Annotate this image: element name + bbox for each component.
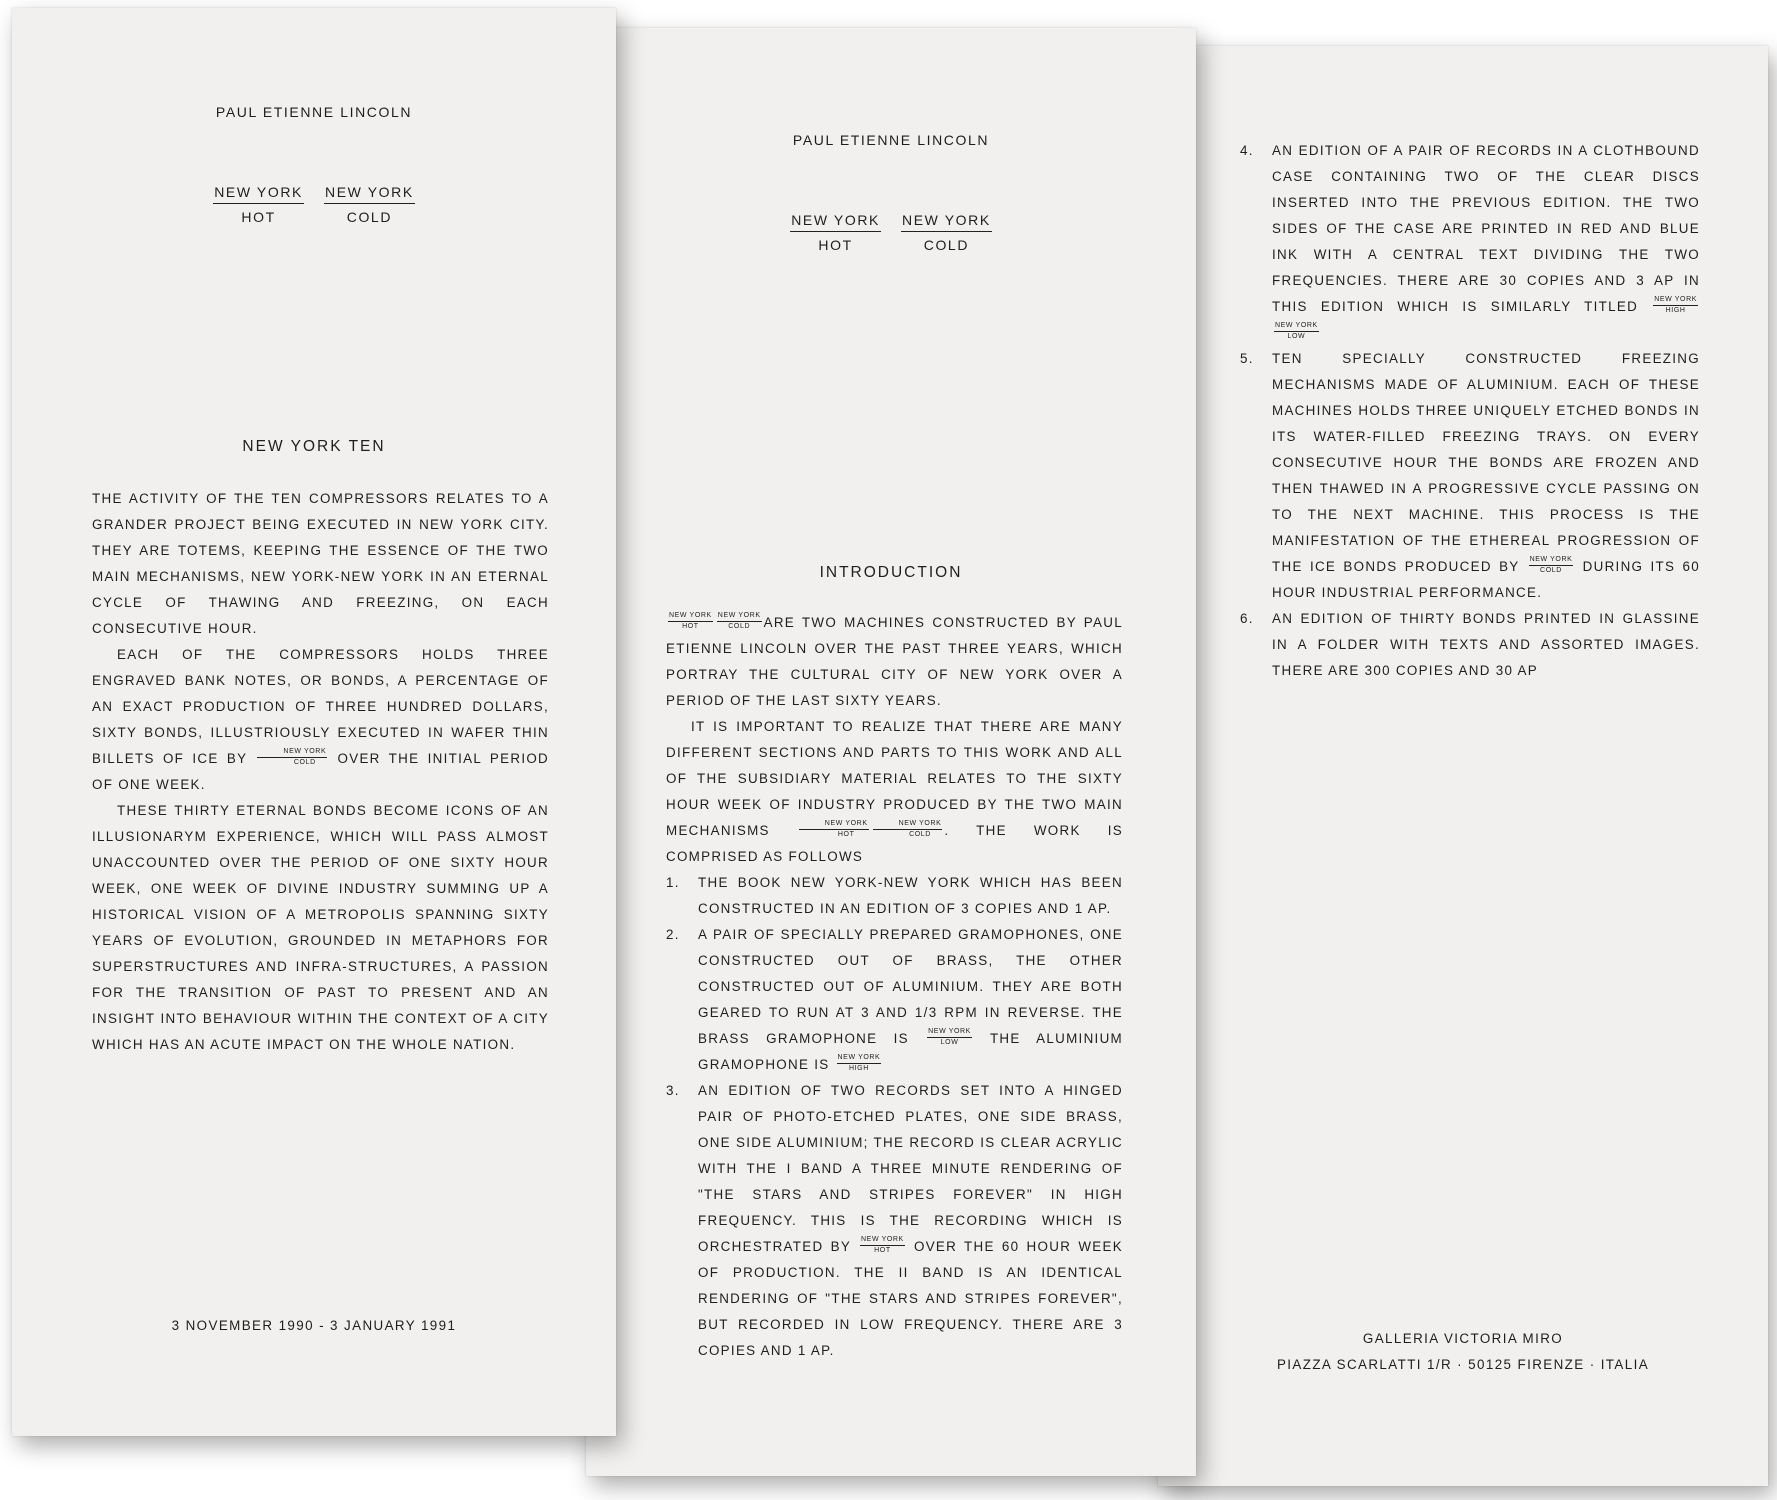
body-text [92,486,549,1058]
list-item: 4. AN EDITION OF A PAIR OF RECORDS IN A CLOTHBOUND CASE CONTAINING TWO OF THE CLEAR DISCS INSERTED INTO THE PREVIOUS EDITION. THE TWO SIDES OF THE CASE ARE PRINTED IN RED AND BLUE INK WITH A CENTRAL TEXT DIVIDING THE TWO FREQUENCIES. THERE ARE 30 COPIES AND 3 AP IN THIS EDITION WHICH IS SIMILARLY TITLED NEW YORK HIGH NEW YORK LOW [1240,143,1700,340]
author-name: PAUL ETIENNE LINCOLN [215,104,413,120]
list-item: 6. AN EDITION OF THIRTY BONDS PRINTED IN GLASSINE IN A FOLDER WITH TEXTS AND ASSORTED IMAGES. THERE ARE 300 COPIES AND 30 AP [1240,611,1700,678]
body-text [1240,138,1700,684]
leaflet-panel-left [12,8,616,1436]
title-fraction-pair [586,212,1196,253]
gallery-name: GALLERIA VICTORIA MIRO [1362,1331,1564,1346]
inline-fraction: NEW YORK COLD [257,748,327,767]
gallery-address: PIAZZA SCARLATTI 1/R · 50125 FIRENZE · ITALIA [1276,1357,1650,1372]
list-item: 5. TEN SPECIALLY CONSTRUCTED FREEZING MECHANISMS MADE OF ALUMINIUM. EACH OF THESE MACHINES HOLDS THREE UNIQUELY ETCHED BONDS IN ITS WATER-FILLED FREEZING TRAYS. ON EVERY CONSECUTIVE HOUR THE BONDS ARE FROZEN AND THEN THAWED IN A PROGRESSIVE CYCLE PASSING ON TO THE NEXT MACHINE. THIS PROCESS IS THE MANIFESTATION OF THE ETHEREAL PROGRESSION OF THE ICE BONDS PRODUCED BY NEW YORK COLD DURING ITS 60 HOUR INDUSTRIAL PERFORMANCE. [1240,351,1700,600]
list-item: 1. THE BOOK NEW YORK-NEW YORK WHICH HAS BEEN CONSTRUCTED IN AN EDITION OF 3 COPIES AND 1 AP. [666,875,1123,916]
leaflet-panel-middle [586,28,1196,1476]
inline-fraction: NEW YORK HIGH [837,1053,881,1072]
section-heading: INTRODUCTION [819,564,963,581]
author-name: PAUL ETIENNE LINCOLN [792,132,990,148]
title-fraction-pair [12,184,616,225]
inline-fraction: NEW YORK COLD [873,820,943,839]
numbered-list [1240,138,1700,684]
paragraph: NEW YORK HOT NEW YORK COLD ARE TWO MACHINES CONSTRUCTED BY PAUL ETIENNE LINCOLN OVER THE PAST THREE YEARS, WHICH PORTRAY THE CULTURAL CITY OF NEW YORK OVER A PERIOD OF THE LAST SIXTY YEARS. [666,611,1123,708]
fraction-denominator: HOT [241,209,276,225]
paragraph: EACH OF THE COMPRESSORS HOLDS THREE ENGRAVED BANK NOTES, OR BONDS, A PERCENTAGE OF AN EXACT PRODUCTION OF THREE HUNDRED DOLLARS, SIXTY BONDS, ILLUSTRIOUSLY EXECUTED IN WAFER THIN BILLETS OF ICE BY NEW YORK COLD OVER THE INITIAL PERIOD OF ONE WEEK. [92,647,550,792]
inline-fraction: NEW YORK COLD [717,611,761,630]
section-heading: NEW YORK TEN [242,438,386,455]
title-fraction-hot [213,184,304,225]
paragraph: IT IS IMPORTANT TO REALIZE THAT THERE ARE MANY DIFFERENT SECTIONS AND PARTS TO THIS WORK AND ALL OF THE SUBSIDIARY MATERIAL RELATES TO THE SIXTY HOUR WEEK OF INDUSTRY PRODUCED BY THE TWO MAIN MECHANISMS NEW YORK HOT NEW YORK COLD . THE WORK IS COMPRISED AS FOLLOWS [666,719,1123,864]
fraction-numerator: NEW YORK [324,184,415,204]
leaflet-panel-right [1158,46,1768,1486]
fraction-denominator: COLD [923,237,970,253]
numbered-list [666,870,1123,1364]
list-item: 2. A PAIR OF SPECIALLY PREPARED GRAMOPHONES, ONE CONSTRUCTED OUT OF BRASS, THE OTHER CONSTRUCTED OUT OF ALUMINIUM. THEY ARE BOTH GEARED TO RUN AT 3 AND 1/3 RPM IN REVERSE. THE BRASS GRAMOPHONE IS NEW YORK LOW THE ALUMINIUM GRAMOPHONE IS NEW YORK HIGH [666,927,1123,1072]
paragraph: THE ACTIVITY OF THE TEN COMPRESSORS RELATES TO A GRANDER PROJECT BEING EXECUTED IN NEW YORK CITY. THEY ARE TOTEMS, KEEPING THE ESSENCE OF THE TWO MAIN MECHANISMS, NEW YORK-NEW YORK IN AN ETERNAL CYCLE OF THAWING AND FREEZING, ON EACH CONSECUTIVE HOUR. [92,491,549,636]
title-fraction-cold [324,184,415,225]
list-item: 3. AN EDITION OF TWO RECORDS SET INTO A HINGED PAIR OF PHOTO-ETCHED PLATES, ONE SIDE BRASS, ONE SIDE ALUMINIUM; THE RECORD IS CLEAR ACRYLIC WITH THE I BAND A THREE MINUTE RENDERING OF "THE STARS AND STRIPES FOREVER" IN HIGH FREQUENCY. THIS IS THE RECORDING WHICH IS ORCHESTRATED BY NEW YORK HOT OVER THE 60 HOUR WEEK OF PRODUCTION. THE II BAND IS AN IDENTICAL RENDERING OF "THE STARS AND STRIPES FOREVER", BUT RECORDED IN LOW FREQUENCY. THERE ARE 3 COPIES AND 1 AP. [666,1083,1123,1358]
title-fraction-hot [790,212,881,253]
exhibition-dates: 3 NOVEMBER 1990 - 3 JANUARY 1991 [171,1318,457,1333]
inline-fraction: NEW YORK HOT [861,1235,904,1254]
inline-fraction: NEW YORK LOW [1275,321,1318,340]
inline-fraction: NEW YORK COLD [1529,555,1573,574]
title-fraction-cold [901,212,992,253]
fraction-numerator: NEW YORK [213,184,304,204]
fraction-numerator: NEW YORK [901,212,992,232]
inline-fraction: NEW YORK HIGH [1654,295,1698,314]
inline-fraction: NEW YORK HOT [799,820,869,839]
inline-fraction: NEW YORK HOT [669,611,712,630]
body-text [666,610,1123,1364]
fraction-denominator: HOT [818,237,853,253]
inline-fraction: NEW YORK LOW [928,1027,971,1046]
gallery-address-block [1158,1326,1768,1378]
paragraph: THESE THIRTY ETERNAL BONDS BECOME ICONS OF AN ILLUSIONARYM EXPERIENCE, WHICH WILL PASS ALMOST UNACCOUNTED OVER THE PERIOD OF ONE SIXTY HOUR WEEK, ONE WEEK OF DIVINE INDUSTRY SUMMING UP A HISTORICAL VISION OF A METROPOLIS SPANNING SIXTY YEARS OF EVOLUTION, GROUNDED IN METAPHORS FOR SUPERSTRUCTURES AND INFRA-STRUCTURES, A PASSION FOR THE TRANSITION OF PAST TO PRESENT AND AN INSIGHT INTO BEHAVIOUR WITHIN THE CONTEXT OF A CITY WHICH HAS AN ACUTE IMPACT ON THE WHOLE NATION. [92,803,549,1052]
fraction-denominator: COLD [346,209,393,225]
fraction-numerator: NEW YORK [790,212,881,232]
